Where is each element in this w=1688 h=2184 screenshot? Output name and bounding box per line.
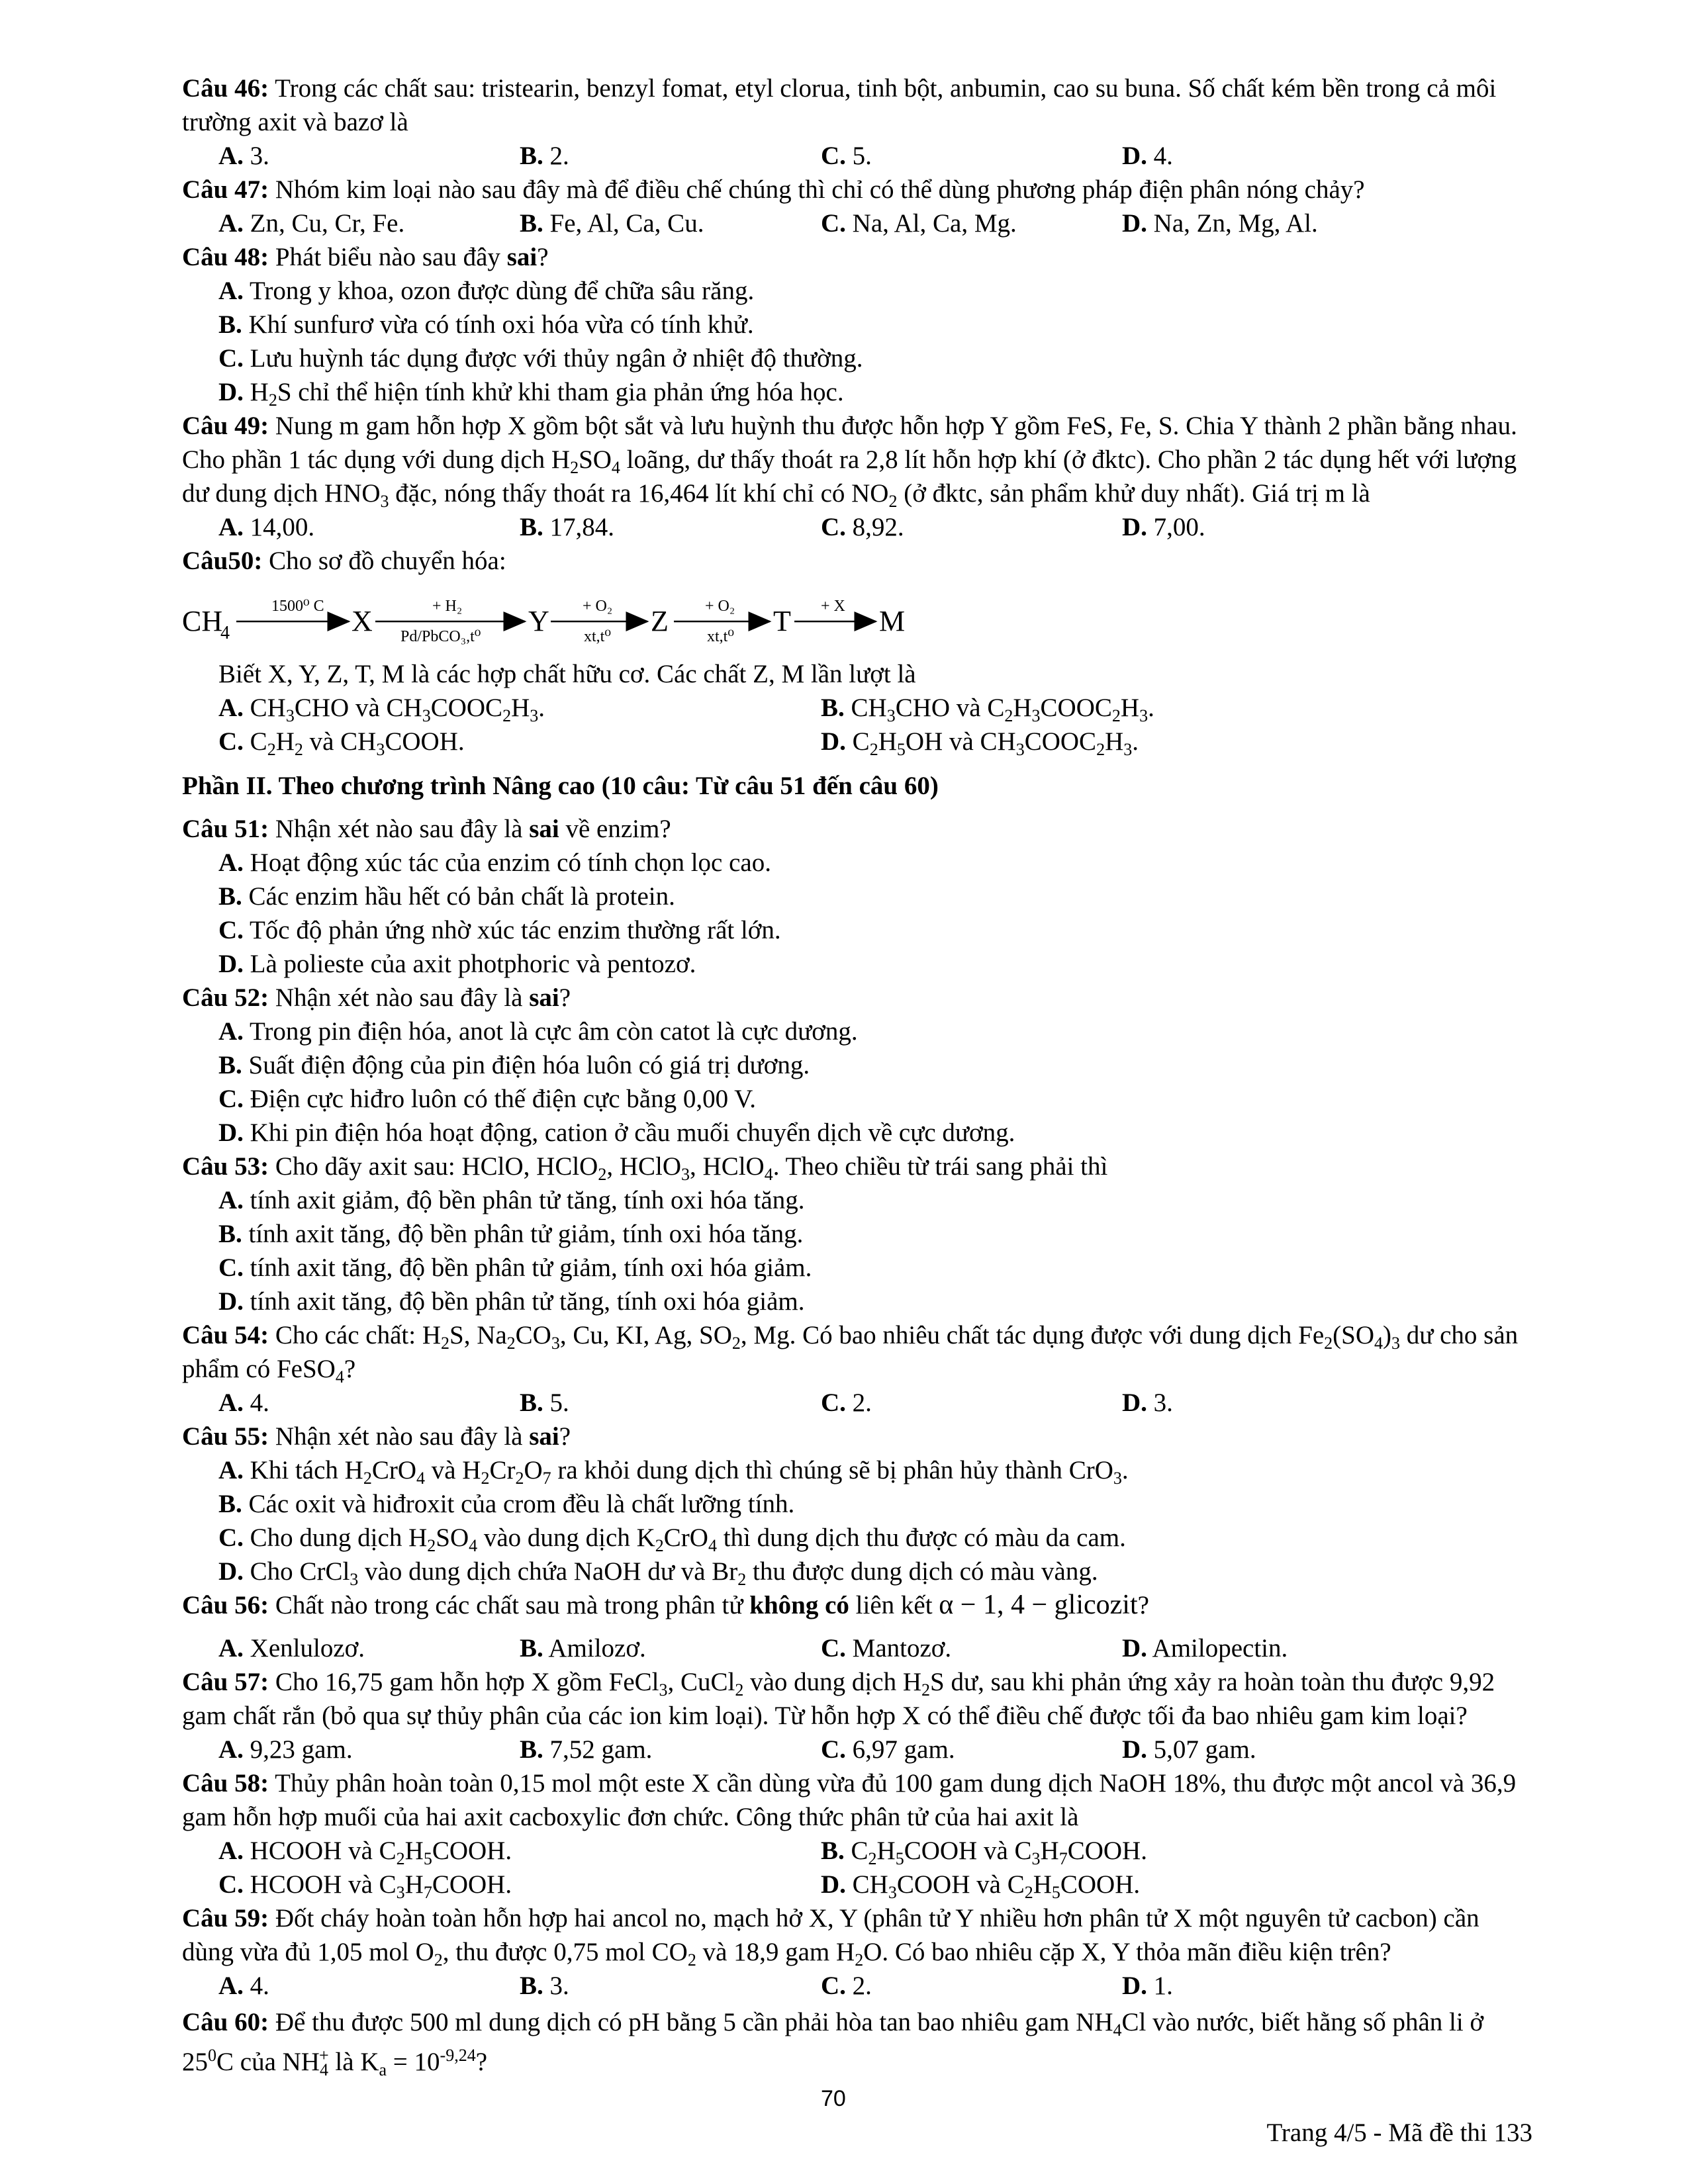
- option-a: A. Xenlulozơ.: [218, 1634, 365, 1662]
- scheme-node-y: Y: [528, 605, 549, 637]
- option-a: A. 3.: [218, 142, 269, 170]
- conversion-scheme-diagram: [182, 578, 1175, 657]
- page-footer: Trang 4/5 - Mã đề thi 133: [1266, 2118, 1532, 2147]
- option-b: B. Các oxit và hiđroxit của crom đều là chất lưỡng tính.: [218, 1490, 795, 1518]
- option-b: B. Khí sunfurơ vừa có tính oxi hóa vừa có tính khử.: [218, 310, 754, 339]
- option-d: D. Cho CrCl$_3$ vào dung dịch chứa NaOH dư và $Br_2$ thu được dung dịch có màu vàng.: [218, 1557, 1098, 1589]
- question-57: Câu 57: Cho 16,75 gam hỗn hợp X gồm FeCl$_3$, CuCl$_2$ vào dung dịch $H_2S$ dư, sau khi phản ứng xảy ra hoàn toàn thu được 9,92 gam chất rắn (bỏ qua sự thủy phân của các ion kim loại). Từ hỗn hợp X có thể điều chế được tối đa bao nhiêu gam kim loại?: [182, 1668, 1495, 1730]
- option-c: C. HCOOH và $C_3H_7COOH$.: [218, 1870, 512, 1902]
- option-b: B. Fe, Al, Ca, Cu.: [520, 209, 704, 238]
- option-d: D. Na, Zn, Mg, Al.: [1122, 209, 1318, 238]
- option-c: C. Na, Al, Ca, Mg.: [821, 209, 1017, 238]
- option-a: A. HCOOH và $C_2H_5COOH$.: [218, 1837, 512, 1868]
- scheme-node-z: Z: [651, 605, 669, 637]
- option-a: A. tính axit giảm, độ bền phân tử tăng, tính oxi hóa tăng.: [218, 1186, 805, 1214]
- options-50: [218, 691, 1532, 758]
- option-b: B. $C_2H_5COOH$ và $C_3H_7COOH$.: [821, 1837, 1147, 1868]
- scheme-start: CH: [182, 605, 223, 637]
- option-d: D. 4.: [1122, 142, 1173, 170]
- arrow-4-bottom: xt,t⁰: [707, 628, 734, 645]
- question-55: Câu 55: Nhận xét nào sau đây là sai?: [182, 1422, 571, 1451]
- scheme-node-m: M: [879, 605, 906, 637]
- options-54: [218, 1386, 1532, 1420]
- question-52: Câu 52: Nhận xét nào sau đây là sai?: [182, 983, 571, 1012]
- page-number: 70: [821, 2086, 846, 2111]
- option-d: D. Amilopectin.: [1122, 1634, 1288, 1662]
- option-d: D. 5,07 gam.: [1122, 1735, 1256, 1764]
- option-a: A. Trong pin điện hóa, anot là cực âm còn catot là cực dương.: [218, 1017, 858, 1046]
- arrow-3-bottom: xt,t⁰: [584, 628, 611, 645]
- question-56: Câu 56: Chất nào trong các chất sau mà trong phân tử không có liên kết α − 1, 4 − glicozit?: [182, 1590, 1149, 1620]
- exam-page: [182, 71, 1532, 2082]
- option-d: D. 7,00.: [1122, 513, 1205, 541]
- question-46: Câu 46: Trong các chất sau: tristearin, benzyl fomat, etyl clorua, tinh bột, anbumin, cao su buna. Số chất kém bền trong cả môi trường axit và bazơ là: [182, 74, 1497, 136]
- option-c: C. 5.: [821, 142, 872, 170]
- option-a: A. Hoạt động xúc tác của enzim có tính chọn lọc cao.: [218, 848, 771, 877]
- option-c: C. Tốc độ phản ứng nhờ xúc tác enzim thường rất lớn.: [218, 916, 781, 944]
- arrow-1-top: 1500⁰ C: [271, 598, 324, 615]
- options-58: [218, 1834, 1532, 1901]
- option-d: D. Khi pin điện hóa hoạt động, cation ở cầu muối chuyển dịch về cực dương.: [218, 1118, 1015, 1147]
- scheme-node-t: T: [773, 605, 791, 637]
- option-d: D. tính axit tăng, độ bền phân tử tăng, tính oxi hóa giảm.: [218, 1287, 805, 1316]
- option-b: B. Suất điện động của pin điện hóa luôn có giá trị dương.: [218, 1051, 810, 1079]
- question-49: Câu 49: Nung m gam hỗn hợp X gồm bột sắt và lưu huỳnh thu được hỗn hợp Y gồm FeS, Fe, S. Chia Y thành 2 phần bằng nhau. Cho phần 1 tác dụng với dung dịch $H_2SO_4$ loãng, dư thấy thoát ra 2,8 lít hỗn hợp khí (ở đktc). Cho phần 2 tác dụng hết với lượng dư dung dịch $HNO_3$ đặc, nóng thấy thoát ra 16,464 lít khí chỉ có $NO_2$ (ở đktc, sản phẩm khử duy nhất). Giá trị m là: [182, 412, 1517, 511]
- options-57: [218, 1733, 1532, 1766]
- option-c: C. Cho dung dịch $H_2SO_4$ vào dung dịch $K_2CrO_4$ thì dung dịch thu được có màu da cam.: [218, 1524, 1126, 1555]
- arrow-5-top: + X: [821, 598, 845, 615]
- option-b: B. 7,52 gam.: [520, 1735, 653, 1764]
- option-b: B. Amilozơ.: [520, 1634, 646, 1662]
- option-c: C. Mantozơ.: [821, 1634, 952, 1662]
- option-d: D. 1.: [1122, 1972, 1173, 2000]
- option-b: B. 2.: [520, 142, 569, 170]
- option-c: C. 2.: [821, 1972, 872, 2000]
- option-b: B. Các enzim hầu hết có bản chất là protein.: [218, 882, 675, 911]
- option-a: A. Trong y khoa, ozon được dùng để chữa sâu răng.: [218, 277, 755, 305]
- option-a: A. 14,00.: [218, 513, 315, 541]
- question-51: Câu 51: Nhận xét nào sau đây là sai về enzim?: [182, 815, 671, 843]
- option-a: A. $CH_3CHO$ và $CH_3COOC_2H_3$.: [218, 694, 545, 725]
- option-c: C. Lưu huỳnh tác dụng được với thủy ngân ở nhiệt độ thường.: [218, 344, 863, 373]
- question-47: Câu 47: Nhóm kim loại nào sau đây mà để điều chế chúng thì chỉ có thể dùng phương pháp điện phân nóng chảy?: [182, 175, 1365, 204]
- question-48: Câu 48: Phát biểu nào sau đây sai?: [182, 243, 549, 271]
- options-56: [218, 1631, 1532, 1665]
- option-c: C. tính axit tăng, độ bền phân tử giảm, tính oxi hóa giảm.: [218, 1253, 812, 1282]
- option-b: B. 3.: [520, 1972, 569, 2000]
- option-a: A. 4.: [218, 1388, 269, 1417]
- scheme-start-sub: 4: [220, 623, 230, 643]
- question-54: Câu 54: Cho các chất: $H_2S$, $Na_2CO_3$, Cu, KI, Ag, $SO_2$, Mg. Có bao nhiêu chất tác dụng được với dung dịch $Fe_2(SO_4)_3$ dư cho sản phẩm có FeSO$_4$?: [182, 1321, 1519, 1387]
- option-a: A. 4.: [218, 1972, 269, 2000]
- question-50: Câu50: Cho sơ đồ chuyển hóa:: [182, 547, 506, 575]
- option-b: B. 5.: [520, 1388, 569, 1417]
- option-b: B. 17,84.: [520, 513, 615, 541]
- section-heading: Phần II. Theo chương trình Nâng cao (10 câu: Từ câu 51 đến câu 60): [182, 772, 939, 800]
- question-50-stem: Biết X, Y, Z, T, M là các hợp chất hữu cơ. Các chất Z, M lần lượt là: [218, 660, 916, 688]
- question-53: Câu 53: Cho dãy axit sau: HClO, HClO$_2$, HClO$_3$, HClO$_4$. Theo chiều từ trái sang phải thì: [182, 1152, 1108, 1184]
- option-c: C. 2.: [821, 1388, 872, 1417]
- question-60: Câu 60: Để thu được 500 ml dung dịch có pH bằng 5 cần phải hòa tan bao nhiêu gam $NH_4Cl$ vào nước, biết hằng số phân li ở $25^0C$ của $NH_4^+$ là $K_a = 10^{-9,24}$?: [182, 2008, 1484, 2079]
- arrow-2-top: + H₂: [432, 598, 463, 615]
- option-c: C. Điện cực hiđro luôn có thế điện cực bằng 0,00 V.: [218, 1085, 756, 1113]
- option-d: D. Là polieste của axit photphoric và pentozơ.: [218, 950, 696, 978]
- option-c: C. 8,92.: [821, 513, 904, 541]
- arrow-4-top: + O₂: [705, 598, 735, 615]
- option-b: B. tính axit tăng, độ bền phân tử giảm, tính oxi hóa tăng.: [218, 1220, 804, 1248]
- option-b: B. $CH_3CHO$ và $C_2H_3COOC_2H_3$.: [821, 694, 1154, 725]
- options-59: [218, 1969, 1532, 2003]
- options-47: [218, 206, 1532, 240]
- option-d: D. $C_2H_5OH$ và $CH_3COOC_2H_3$.: [821, 727, 1139, 759]
- question-58: Câu 58: Thủy phân hoàn toàn 0,15 mol một este X cần dùng vừa đủ 100 gam dung dịch NaOH 18%, thu được một ancol và 36,9 gam hỗn hợp muối của hai axit cacboxylic đơn chức. Công thức phân tử của hai axit là: [182, 1769, 1517, 1831]
- option-d: D. 3.: [1122, 1388, 1173, 1417]
- option-d: D. $CH_3COOH$ và $C_2H_5COOH$.: [821, 1870, 1141, 1902]
- question-59: Câu 59: Đốt cháy hoàn toàn hỗn hợp hai ancol no, mạch hở X, Y (phân tử Y nhiều hơn phân tử X một nguyên tử cacbon) cần dùng vừa đủ 1,05 mol $O_2$, thu được 0,75 mol $CO_2$ và 18,9 gam $H_2O$. Có bao nhiêu cặp X, Y thỏa mãn điều kiện trên?: [182, 1904, 1479, 1970]
- arrow-2-bottom: Pd/PbCO₃,t⁰: [400, 628, 481, 645]
- option-a: A. Khi tách $H_2CrO_4$ và $H_2Cr_2O_7$ ra khỏi dung dịch thì chúng sẽ bị phân hủy thành CrO$_3$.: [218, 1456, 1129, 1488]
- scheme-node-x: X: [352, 605, 373, 637]
- option-a: A. 9,23 gam.: [218, 1735, 353, 1764]
- option-d: D. $H_2S$ chỉ thể hiện tính khử khi tham gia phản ứng hóa học.: [218, 378, 844, 410]
- option-c: C. 6,97 gam.: [821, 1735, 955, 1764]
- option-a: A. Zn, Cu, Cr, Fe.: [218, 209, 405, 238]
- arrow-3-top: + O₂: [583, 598, 613, 615]
- options-46: [218, 139, 1532, 173]
- options-49: [218, 510, 1532, 544]
- conversion-scheme: [182, 578, 1532, 657]
- option-c: C. $C_2H_2$ và $CH_3COOH$.: [218, 727, 465, 759]
